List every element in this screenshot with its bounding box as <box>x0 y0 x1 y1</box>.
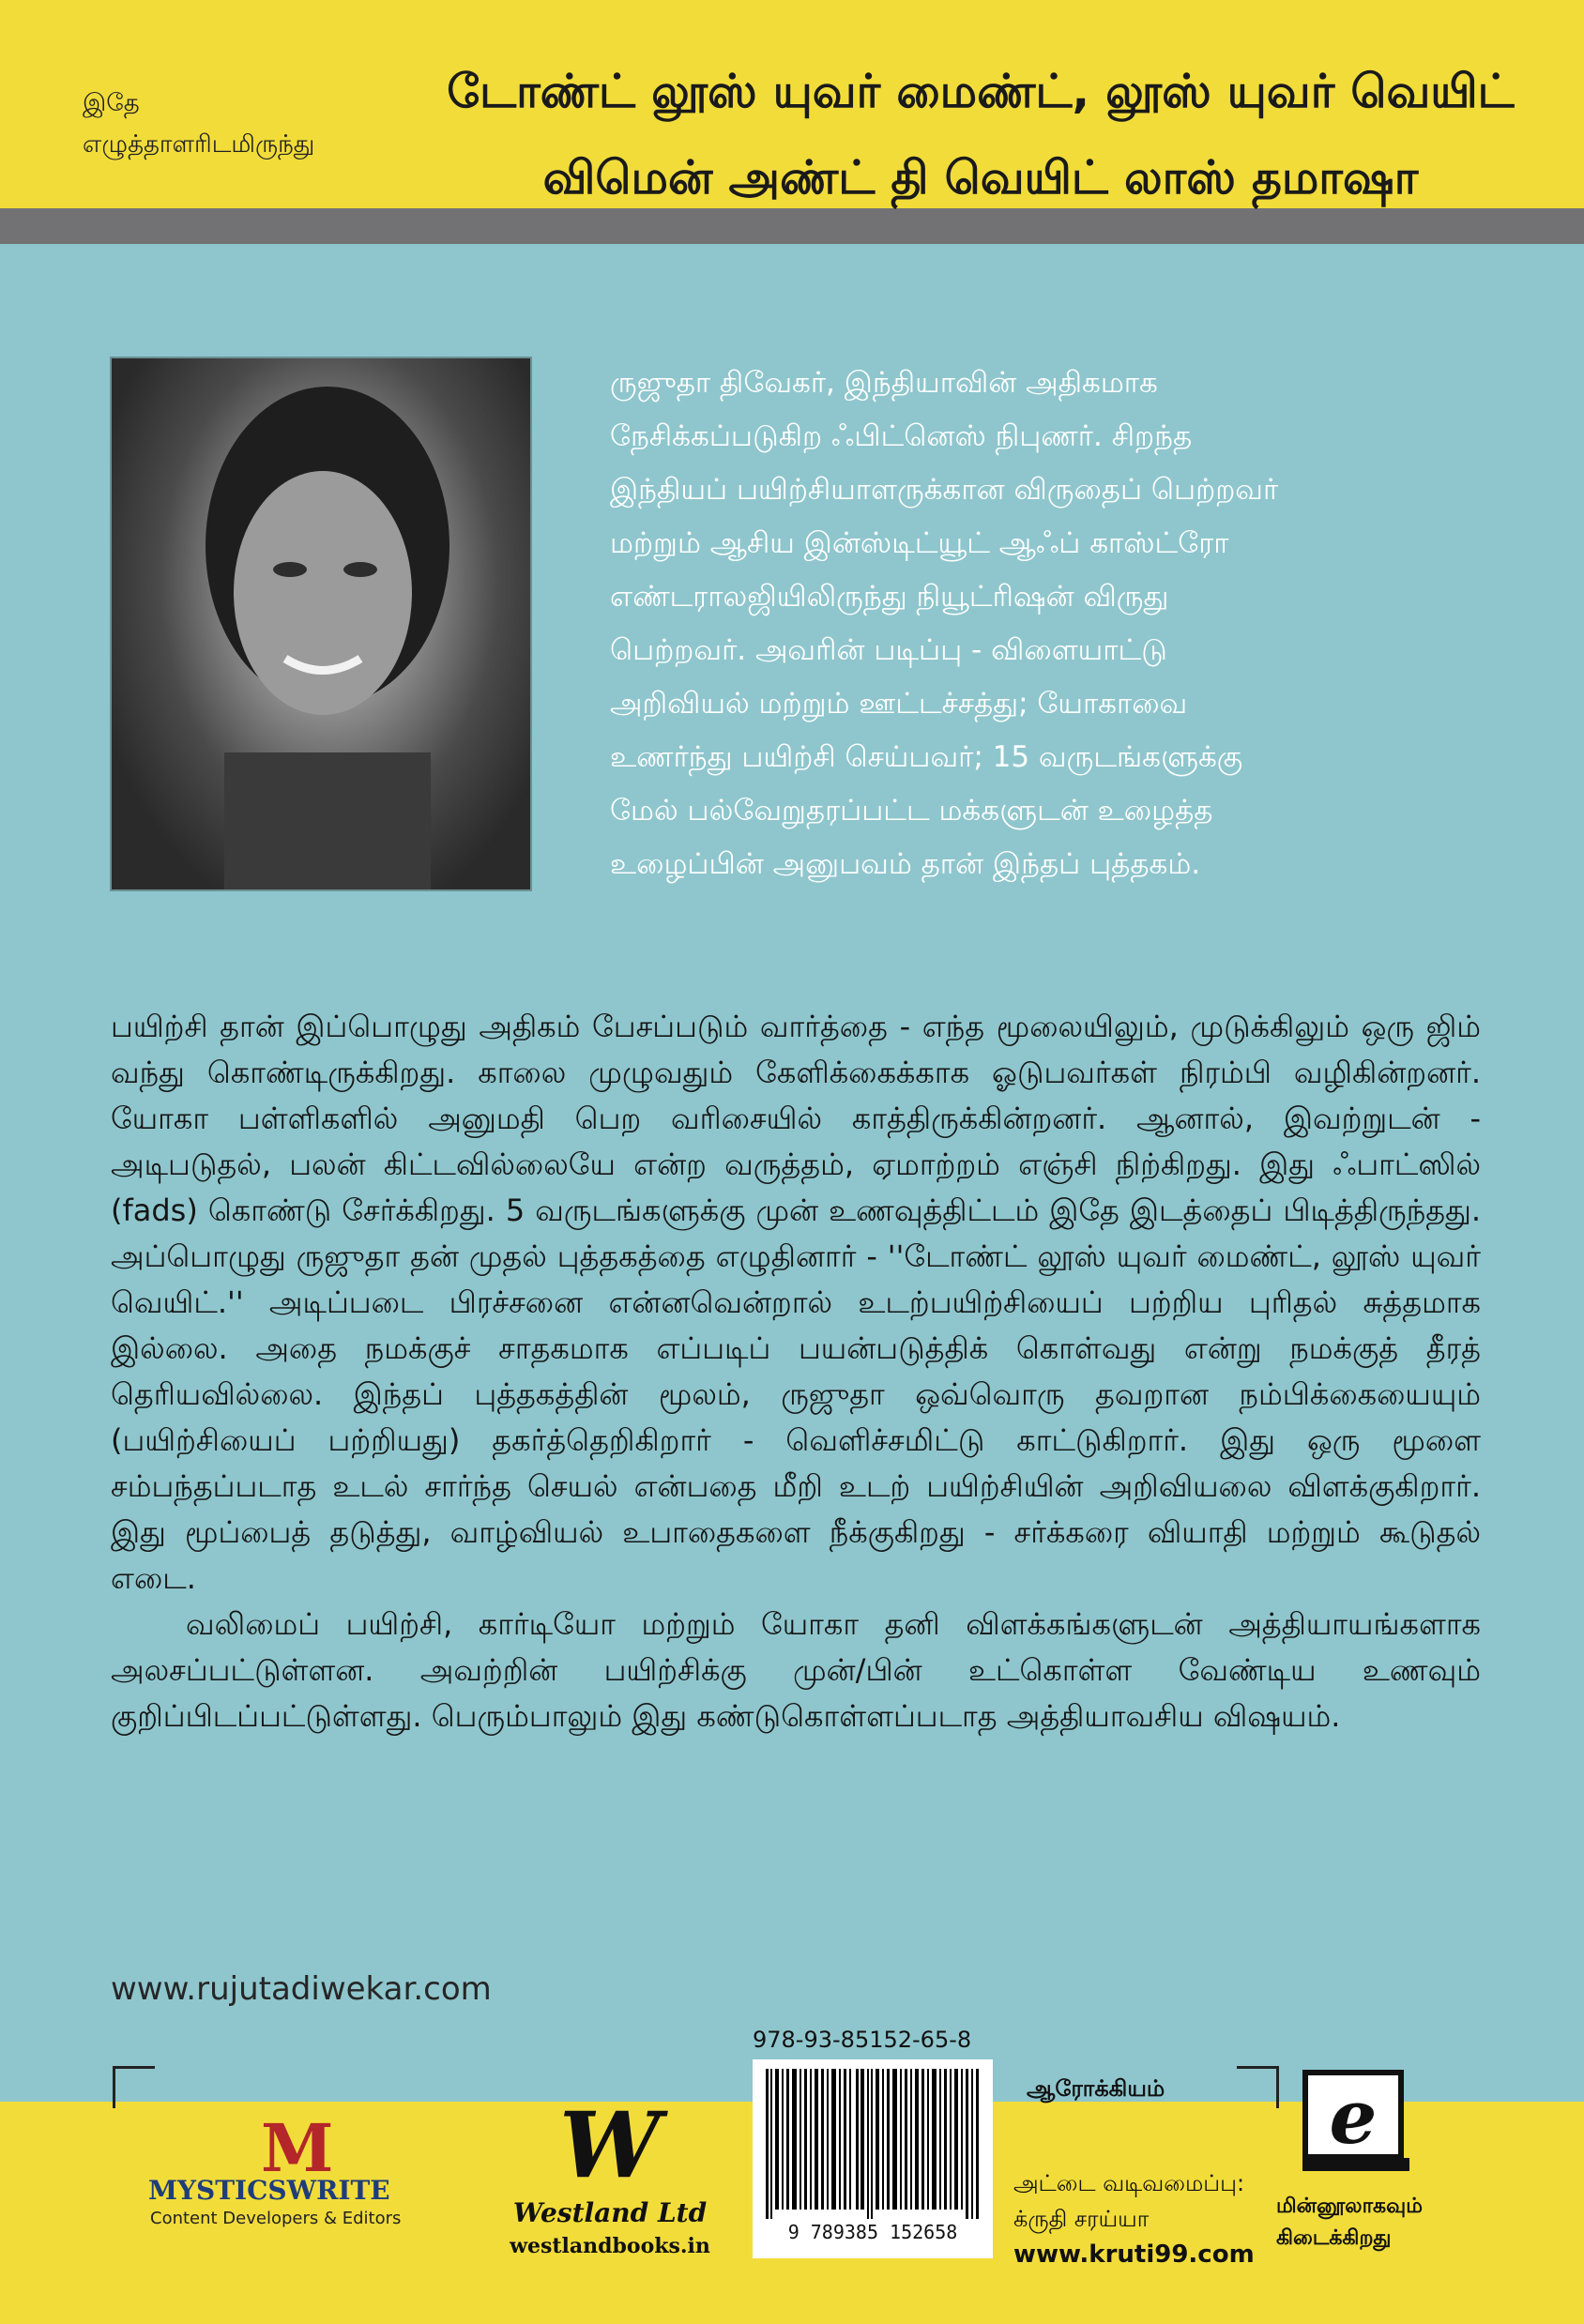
bio-line: உழைப்பின் அனுபவம் தான் இந்தப் புத்தகம். <box>610 847 1201 881</box>
barcode-digits: 9 789385 152658 <box>787 2221 958 2243</box>
author-website-link[interactable]: www.rujutadiwekar.com <box>111 1970 492 2008</box>
ebook-availability <box>1276 2191 1423 2255</box>
bio-line: மேல் பல்வேறுதரப்பட்ட மக்களுடன் உழைத்த <box>610 794 1213 828</box>
bio-line: இந்தியப் பயிற்சியாளருக்கான விருதைப் பெற்றவர் <box>610 473 1279 507</box>
mysticswrite-logo <box>148 2109 449 2231</box>
barcode-icon <box>766 2069 980 2219</box>
bio-line: எண்டராலஜியிலிருந்து நியூட்ரிஷன் விருது <box>610 580 1169 614</box>
ebook-letter: e <box>1329 2073 1378 2161</box>
bio-line: ருஜுதா திவேகர், இந்தியாவின் அதிகமாக <box>610 366 1158 400</box>
blurb-paragraph-2: வலிமைப் பயிற்சி, கார்டியோ மற்றும் யோகா தனி விளக்கங்களுடன் அத்தியாயங்களாக அலசப்பட்டுள்ளன. அவற்றின் பயிற்சிக்கு முன்/பின் உட்கொள்ள வேண்டிய உணவும் குறிப்பிடப்பட்டுள்ளது. பெரும்பாலும் இது கண்டுகொள்ளப்படாத அத்தியாவசிய விஷயம். <box>111 1606 1481 1734</box>
bio-line: பெற்றவர். அவரின் படிப்பு - விளையாட்டு <box>610 633 1167 667</box>
isbn-number: 978-93-85152-65-8 <box>753 2027 972 2053</box>
ebook-icon <box>1295 2064 1417 2177</box>
westland-logo <box>488 2094 732 2263</box>
author-bio <box>610 357 1511 891</box>
crop-mark-right <box>1237 2066 1279 2108</box>
author-portrait-image <box>112 358 530 889</box>
bio-line: நேசிக்கப்படுகிற ஃபிட்னெஸ் நிபுணர். சிறந்த <box>610 419 1193 453</box>
cover-design-label: அட்டை வடிவமைப்பு: <box>1013 2170 1245 2196</box>
cover-designer-name: க்ருதி சரய்யா <box>1013 2206 1150 2232</box>
bio-line: உணர்ந்து பயிற்சி செய்பவர்; 15 வருடங்களுக்கு <box>610 740 1243 774</box>
barcode <box>753 2059 993 2258</box>
bio-line: மற்றும் ஆசிய இன்ஸ்டிட்யூட் ஆஃப் காஸ்ட்ரோ <box>610 526 1229 560</box>
same-author-line2: எழுத்தாளரிடமிருந்து <box>83 130 315 159</box>
ebook-line1: மின்னூலாகவும் <box>1276 2195 1423 2218</box>
mysticswrite-tagline: Content Developers & Editors <box>150 2209 402 2228</box>
same-author-line1: இதே <box>83 89 140 117</box>
blurb-paragraph-1: பயிற்சி தான் இப்பொழுது அதிகம் பேசப்படும் வார்த்தை - எந்த மூலையிலும், முடுக்கிலும் ஒரு ஜிம் வந்து கொண்டிருக்கிறது. காலை முழுவதும் கேளிக்கைக்காக ஓடுபவர்கள் நிரம்பி வழிகின்றனர். யோகா பள்ளிகளில் அனுமதி பெற வரிசையில் காத்திருக்கின்றனர். ஆனால், இவற்றுடன் - அடிபடுதல், பலன் கிட்டவில்லையே என்ற வருத்தம், ஏமாற்றம் எஞ்சி நிற்கிறது. இது ஃபாட்ஸில் (fads) கொண்டு சேர்க்கிறது. 5 வருடங்களுக்கு முன் உணவுத்திட்டம் இதே இடத்தைப் பிடித்திருந்தது. அப்பொழுது ருஜுதா தன் முதல் புத்தகத்தை எழுதினார் - ''டோண்ட் லூஸ் யுவர் மைண்ட், லூஸ் யுவர் வெயிட்.'' அடிப்படை பிரச்சனை என்னவென்றால் உடற்பயிற்சியைப் பற்றிய புரிதல் சுத்தமாக இல்லை. அதை நமக்குச் சாதகமாக எப்படிப் பயன்படுத்திக் கொள்வது என்று நமக்குத் தீரத் தெரியவில்லை. இந்தப் புத்தகத்தின் மூலம், ருஜுதா ஒவ்வொரு தவறான நம்பிக்கையையும் (பயிற்சியைப் பற்றியது) தகர்த்தெறிகிறார் - வெளிச்சமிட்டு காட்டுகிறார். இது ஒரு மூளை சம்பந்தப்படாத உடல் சார்ந்த செயல் என்பதை மீறி உடற் பயிற்சியின் அறிவியலை விளக்குகிறார். இது மூப்பைத் தடுத்து, வாழ்வியல் உபாதைகளை நீக்குகிறது - சர்க்கரை வியாதி மற்றும் கூடுதல் எடை. <box>111 1009 1482 1596</box>
author-photo <box>110 357 532 891</box>
westland-w-icon: W <box>559 2092 661 2198</box>
ebook-book-icon <box>1295 2064 1417 2177</box>
crop-mark-left <box>113 2066 155 2108</box>
book-title-2: விமென் அண்ட் தி வெயிட் லாஸ் தமாஷா <box>542 151 1419 205</box>
bio-line: அறிவியல் மற்றும் ஊட்டச்சத்து; யோகாவை <box>610 687 1188 721</box>
mysticswrite-m-icon: M <box>261 2109 334 2187</box>
other-books-list <box>441 49 1520 221</box>
cover-designer-url[interactable]: www.kruti99.com <box>1013 2240 1255 2269</box>
same-author-label <box>83 83 420 165</box>
ebook-line2: கிடைக்கிறது <box>1276 2226 1392 2250</box>
book-title-1: டோண்ட் லூஸ் யுவர் மைண்ட், லூஸ் யுவர் வெயிட் <box>447 65 1515 118</box>
mysticswrite-name: MYSTICSWRITE <box>148 2175 390 2206</box>
category-label: ஆரோக்கியம் <box>1027 2075 1165 2102</box>
cover-design-credit <box>1013 2165 1255 2272</box>
westland-name: Westland Ltd <box>512 2197 708 2228</box>
westland-url: westlandbooks.in <box>510 2234 710 2258</box>
book-blurb <box>111 1004 1481 1739</box>
